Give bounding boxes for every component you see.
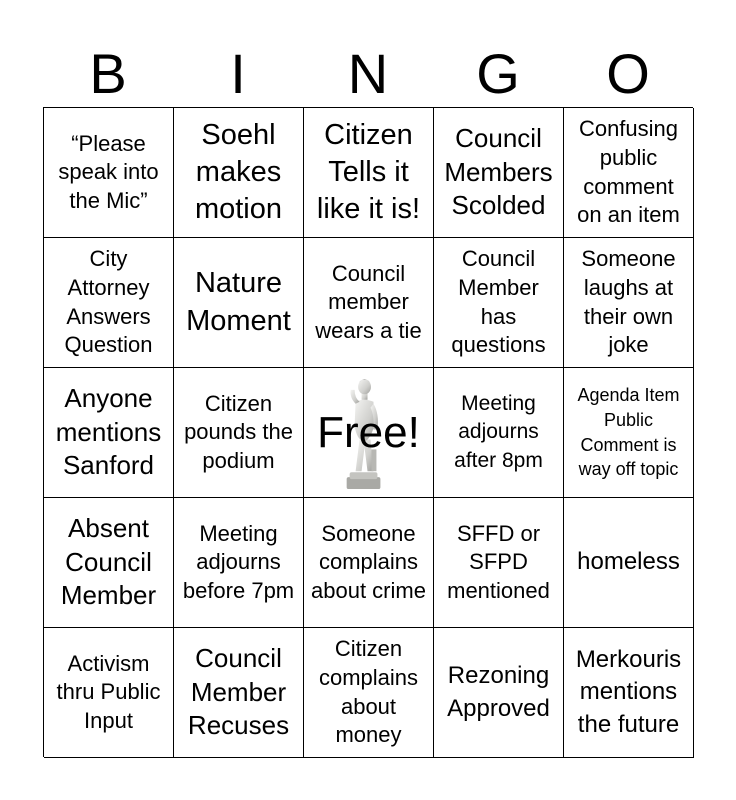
bingo-cell[interactable]: Citizen complains about money — [304, 628, 434, 758]
bingo-cell[interactable]: Council Members Scolded — [434, 108, 564, 238]
bingo-cell[interactable]: City Attorney Answers Question — [44, 238, 174, 368]
bingo-cell[interactable]: SFFD or SFPD mentioned — [434, 498, 564, 628]
bingo-cell[interactable]: Nature Moment — [174, 238, 304, 368]
bingo-cell[interactable]: Rezoning Approved — [434, 628, 564, 758]
bingo-title — [43, 40, 693, 108]
bingo-cell[interactable]: Confusing public comment on an item — [564, 108, 694, 238]
title-letter-i: I — [230, 42, 246, 105]
title-letter-n: N — [347, 42, 389, 105]
bingo-cell[interactable]: Council Member has questions — [434, 238, 564, 368]
free-space-label: Free! — [317, 407, 420, 457]
bingo-cell[interactable]: Soehl makes motion — [174, 108, 304, 238]
free-space-cell[interactable] — [304, 368, 434, 498]
bingo-cell[interactable]: Absent Council Member — [44, 498, 174, 628]
title-letter-g: G — [476, 42, 520, 105]
bingo-cell[interactable]: Council member wears a tie — [304, 238, 434, 368]
bingo-cell[interactable]: Meeting adjourns after 8pm — [434, 368, 564, 498]
bingo-cell[interactable]: Agenda Item Public Comment is way off topic — [564, 368, 694, 498]
bingo-grid — [43, 107, 693, 757]
bingo-cell[interactable]: Meeting adjourns before 7pm — [174, 498, 304, 628]
bingo-cell[interactable]: Anyone mentions Sanford — [44, 368, 174, 498]
bingo-cell[interactable]: Merkouris mentions the future — [564, 628, 694, 758]
bingo-cell[interactable]: “Please speak into the Mic” — [44, 108, 174, 238]
bingo-cell[interactable]: Someone complains about crime — [304, 498, 434, 628]
bingo-cell[interactable]: Citizen pounds the podium — [174, 368, 304, 498]
title-letter-o: O — [606, 42, 650, 105]
bingo-cell[interactable]: Someone laughs at their own joke — [564, 238, 694, 368]
bingo-cell[interactable]: Council Member Recuses — [174, 628, 304, 758]
bingo-cell[interactable]: Citizen Tells it like it is! — [304, 108, 434, 238]
bingo-cell[interactable]: Activism thru Public Input — [44, 628, 174, 758]
bingo-cell[interactable]: homeless — [564, 498, 694, 628]
title-letter-b: B — [89, 42, 127, 105]
